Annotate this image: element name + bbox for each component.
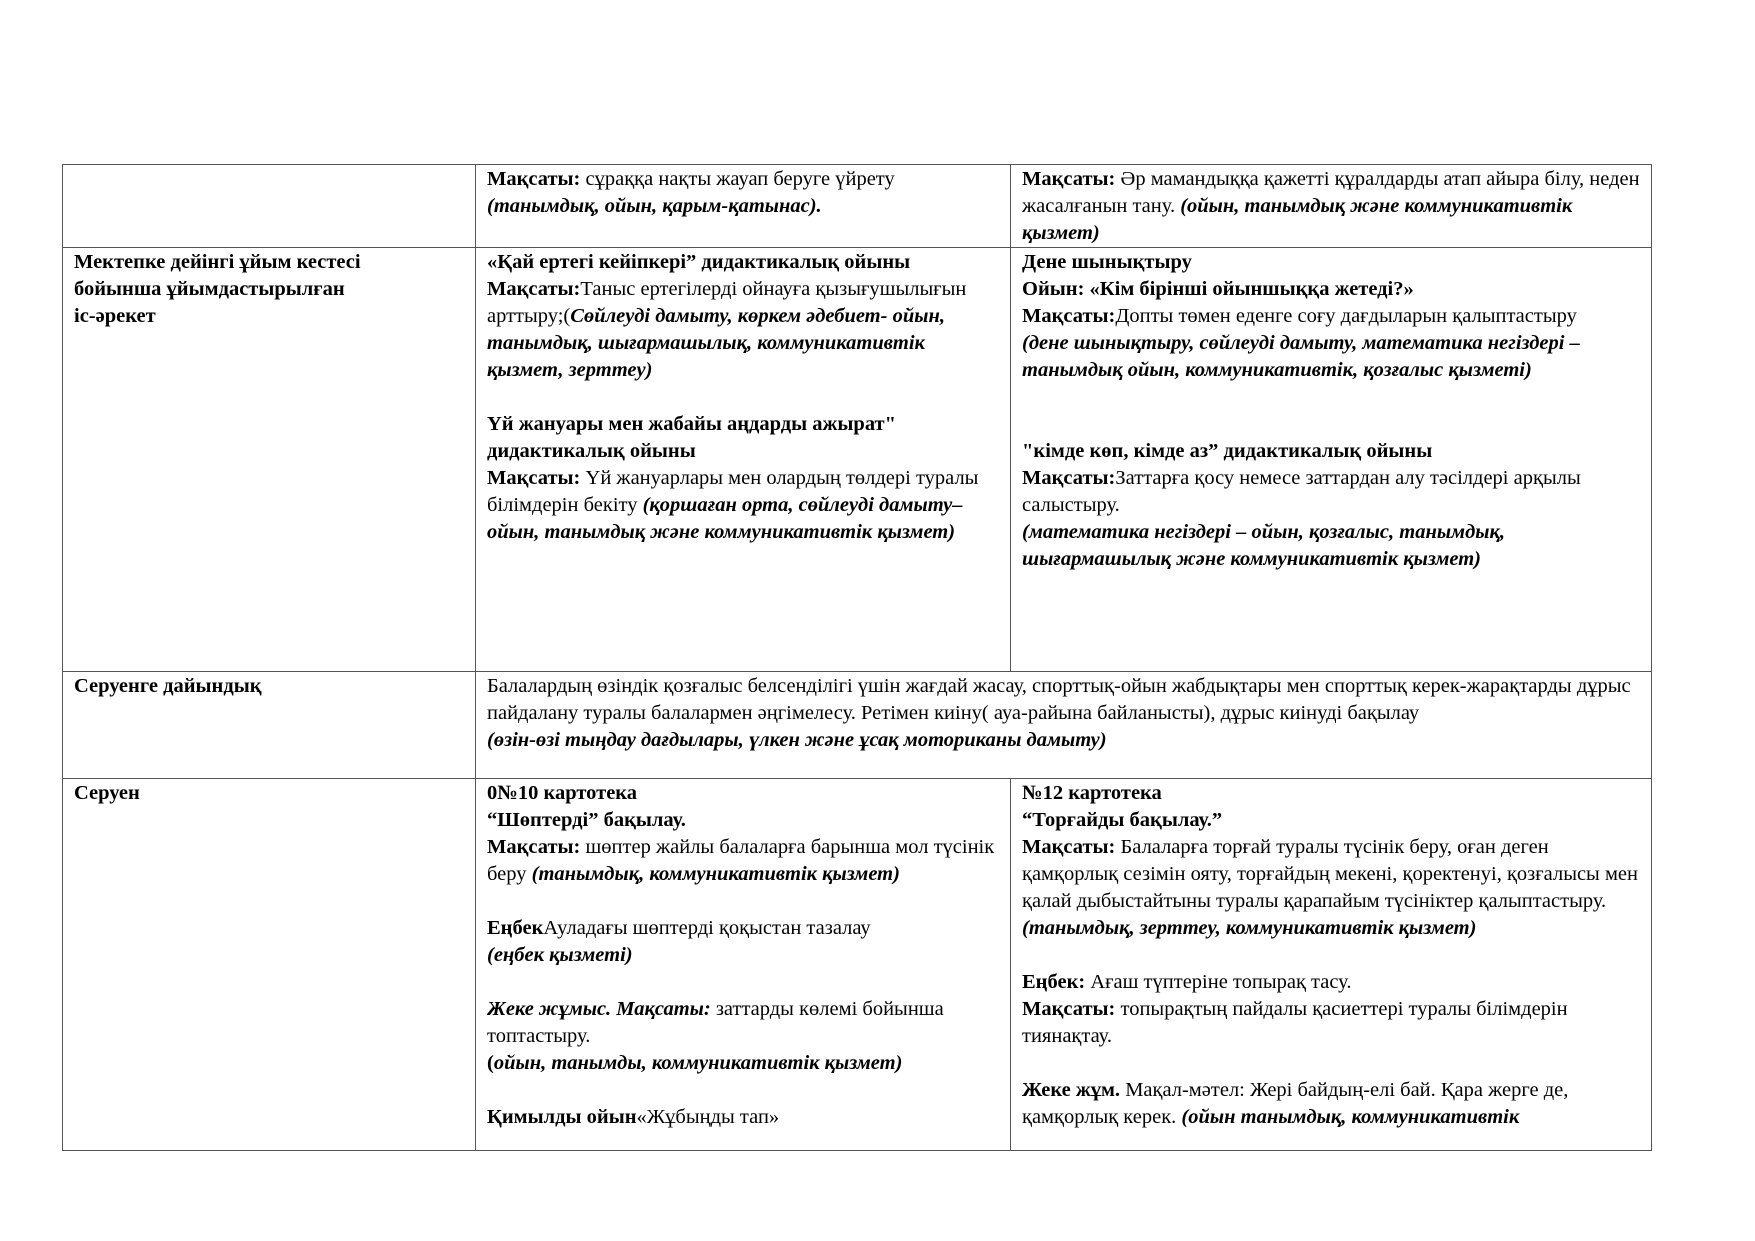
daily-plan-table xyxy=(62,164,1652,1151)
observation-title: “Торғайды бақылау.” xyxy=(1022,809,1223,831)
game-text: «Жұбыңды тап» xyxy=(636,1106,780,1128)
goal-text: топырақтың пайдалы қасиеттері туралы білімдерін тиянақтау. xyxy=(1022,998,1568,1047)
activity-type: Сөйлеуді дамыту, көркем әдебиет- ойын, танымдық, шығармашылық, коммуникативтік қызмет, зерттеу) xyxy=(487,305,945,381)
observation-title: “Шөптерді” бақылау. xyxy=(487,809,686,831)
cell-didactic-games xyxy=(476,248,1011,672)
row-label-organized-activity xyxy=(63,248,476,672)
activity-type: (ойын танымдық, коммуникативтік xyxy=(1181,1106,1520,1128)
activity-type: (танымдық, зерттеу, коммуникативтік қызмет) xyxy=(1022,917,1477,939)
cell-physical-education xyxy=(1011,248,1652,672)
goal-label: Мақсаты: xyxy=(1022,168,1116,190)
section-title: Дене шынықтыру xyxy=(1022,251,1192,273)
row-label-line: Мектепке дейінгі ұйым кестесі xyxy=(74,251,361,273)
goal-label: Мақсаты: xyxy=(1022,836,1116,858)
activity-type: (қоршаған орта, сөйлеуді дамыту– ойын, танымдық және коммуникативтік қызмет) xyxy=(487,494,963,543)
goal-text: шөптер жайлы балаларға барынша мол түсінік беру xyxy=(487,836,995,885)
cell-walk-preparation xyxy=(476,672,1652,779)
row-label-line: бойынша ұйымдастырылған xyxy=(74,278,345,300)
table-row-walk-preparation xyxy=(63,672,1652,779)
table-row-organized-activity xyxy=(63,248,1652,672)
activity-type: (ойын, танымдық және коммуникативтік қызмет) xyxy=(1022,195,1573,244)
goal-label: Мақсаты: xyxy=(487,278,581,300)
goal-label: Мақсаты: xyxy=(487,836,581,858)
walk-preparation-text: Балалардың өзіндік қозғалыс белсенділігі үшін жағдай жасау, спорттық-ойын жабдықтары мен спорттық керек-жарақтарды дұрыс пайдалану туралы балалармен әңгімелесу. Ретімен киіну( ауа-райына байланысты), дұрыс киінуді бақылау xyxy=(487,675,1631,724)
goal-label: Мақсаты: xyxy=(1022,467,1116,489)
card-number: 0№10 картотека xyxy=(487,782,638,804)
cell-walk-card-12 xyxy=(1011,779,1652,1151)
work-text: Ағаш түптеріне топырақ тасу. xyxy=(1085,971,1352,993)
activity-type: (математика негіздері – ойын, қозғалыс, танымдық, шығармашылық және коммуникативтік қызмет) xyxy=(1022,521,1506,570)
goal-label: Мақсаты: xyxy=(487,467,581,489)
activity-type: ойын, танымды, коммуникативтік қызмет) xyxy=(493,1052,903,1074)
game-label: Қимылды ойын xyxy=(487,1106,637,1128)
activity-type: (танымдық, ойын, қарым-қатынас). xyxy=(487,195,822,217)
card-number: №12 картотека xyxy=(1022,782,1162,804)
paren: ( xyxy=(487,1052,494,1074)
goal-text: Әр мамандыққа қажетті құралдарды атап айыра білу, неден жасалғанын тану. xyxy=(1022,168,1640,217)
game-title: Ойын: «Кім бірінші ойыншыққа жетеді?» xyxy=(1022,278,1414,300)
goal-label: Мақсаты: xyxy=(1022,305,1116,327)
individual-work-text: заттарды көлемі бойынша топтастыру. xyxy=(487,998,944,1047)
game-title: Үй жануары мен жабайы аңдарды ажырат" дидактикалық ойыны xyxy=(487,413,896,462)
goal-text: Заттарға қосу немесе заттардан алу тәсілдері арқылы салыстыру. xyxy=(1022,467,1581,516)
row-label-walk: Серуен xyxy=(63,779,476,1151)
activity-type: (дене шынықтыру, сөйлеуді дамыту, математика негіздері – танымдық ойын, коммуникативтік, қозғалыс қызметі) xyxy=(1022,332,1580,381)
individual-work-label: Жеке жұмыс. Мақсаты: xyxy=(487,998,711,1020)
row-label-empty xyxy=(63,165,476,248)
goal-label: Мақсаты: xyxy=(487,168,581,190)
individual-work-text: Мақал-мәтел: Жері байдың-елі бай. Қара жерге де, қамқорлық керек. xyxy=(1022,1079,1569,1128)
activity-type: (өзін-өзі тыңдау дағдылары, үлкен және ұсақ моториканы дамыту) xyxy=(487,729,1107,751)
row-label-line: іс-әрекет xyxy=(74,305,156,327)
cell-goal-right xyxy=(1011,165,1652,248)
table-row-goals xyxy=(63,165,1652,248)
goal-text: Таныс ертегілерді ойнауға қызығушылығын арттыру;( xyxy=(487,278,967,327)
work-text: Ауладағы шөптерді қоқыстан тазалау xyxy=(543,917,871,939)
goal-text: Балаларға торғай туралы түсінік беру, оған деген қамқорлық сезімін ояту, торғайдың мекені, қоректенуі, қозғалысы мен қалай дыбыстайтыны туралы қарапайым түсініктер қалыптастыру. xyxy=(1022,836,1639,912)
cell-walk-card-10 xyxy=(476,779,1011,1151)
row-label-walk-preparation: Серуенге дайындық xyxy=(63,672,476,779)
activity-type: (танымдық, коммуникативтік қызмет) xyxy=(531,863,900,885)
goal-text: Допты төмен еденге соғу дағдыларын қалыптастыру xyxy=(1115,305,1577,327)
goal-text: Үй жануарлары мен олардың төлдері туралы білімдерін бекіту xyxy=(487,467,979,516)
work-label: Еңбек xyxy=(487,917,544,939)
cell-goal-left xyxy=(476,165,1011,248)
activity-type: (еңбек қызметі) xyxy=(487,944,633,966)
individual-work-label: Жеке жұм. xyxy=(1022,1079,1121,1101)
game-title: «Қай ертегі кейіпкері” дидактикалық ойыны xyxy=(487,251,911,273)
table-row-walk xyxy=(63,779,1652,1151)
work-label: Еңбек: xyxy=(1022,971,1086,993)
goal-text: сұраққа нақты жауап беруге үйрету xyxy=(580,168,895,190)
game-title: "кімде көп, кімде аз” дидактикалық ойыны xyxy=(1022,440,1433,462)
goal-label: Мақсаты: xyxy=(1022,998,1116,1020)
